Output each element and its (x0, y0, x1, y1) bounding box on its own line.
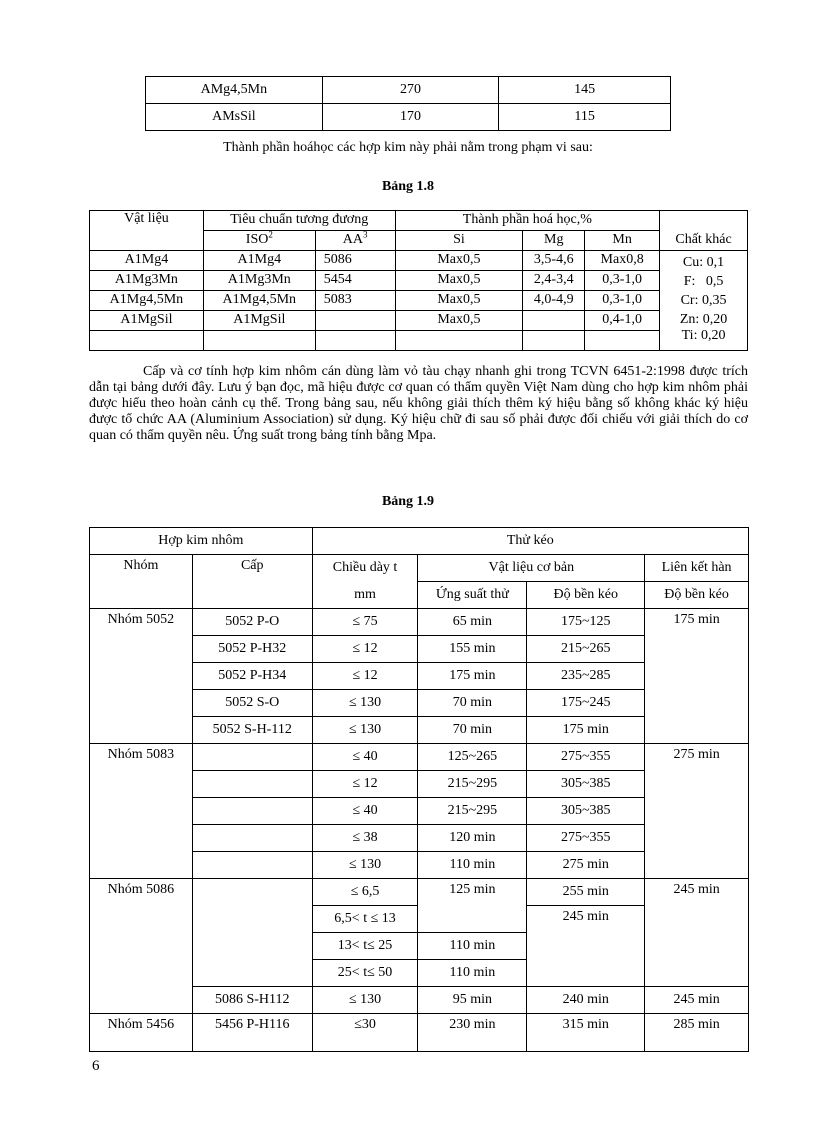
header-group: Nhóm (90, 555, 193, 609)
table-cell: 255 min (527, 879, 645, 906)
table-cell: A1Mg3Mn (90, 271, 204, 291)
body-paragraph: Cấp và cơ tính hợp kim nhôm cán dùng làm vỏ tàu chạy nhanh ghi trong TCVN 6451-2:1998 được trích dẫn tại bảng dưới đây. Lưu ý bạn đọc, mã hiệu được cơ quan có thẩm quyền Việt Nam dùng cho hợp kim nhôm phải được hiểu theo hoàn cảnh cụ thể. Trong bảng sau, nếu không giải thích thêm ký hiệu bằng số không khác ký hiệu được tổ chức AA (Aluminium Association) sử dụng. Ký hiệu chữ đi sau số phải được đối chiếu với giải thích do cơ quan có thẩm quyền nêu. Ứng suất trong bảng tính bằng Mpa. (89, 364, 748, 443)
table-cell: 275 min (527, 852, 645, 879)
other-zn: Zn: 0,20 (679, 312, 728, 327)
group-5456: Nhóm 5456 (90, 1014, 193, 1052)
table-cell (203, 331, 315, 351)
table-cell: 175~125 (527, 609, 645, 636)
table-cell: 95 min (418, 987, 527, 1014)
table-cell: 5052 P-H32 (192, 636, 312, 663)
header-weld-tensile-strength: Độ bền kéo (645, 582, 749, 609)
table-row (90, 744, 749, 771)
table-cell: 5052 P-O (192, 609, 312, 636)
table-cell: 5454 (315, 271, 395, 291)
table-cell: Max0,5 (395, 271, 523, 291)
table-cell: 245 min (527, 906, 645, 987)
header-proof-stress: Ứng suất thử (418, 582, 527, 609)
table-cell: 215~295 (418, 771, 527, 798)
header-thickness: Chiều dày t (312, 555, 418, 582)
table-cell: ≤ 130 (312, 717, 418, 744)
table-cell (395, 331, 523, 351)
table-cell: 5086 (315, 251, 395, 271)
header-grade: Cấp (192, 555, 312, 609)
table-cell (192, 825, 312, 852)
table-cell: 115 (499, 104, 671, 131)
table-cell: 4,0-4,9 (523, 291, 585, 311)
table-cell: 285 min (645, 1014, 749, 1052)
table-header-row (90, 555, 749, 582)
table-1-9-caption: Bảng 1.9 (381, 494, 435, 509)
header-base-material: Vật liệu cơ bản (418, 555, 645, 582)
table-cell: ≤ 12 (312, 636, 418, 663)
table-cell: 5052 S-H-112 (192, 717, 312, 744)
table-cell: A1Mg4 (90, 251, 204, 271)
table-cell: A1MgSil (203, 311, 315, 331)
table-1-8-caption: Bảng 1.8 (381, 179, 435, 194)
table-cell: ≤ 12 (312, 771, 418, 798)
table-cell: A1MgSil (90, 311, 204, 331)
table-1-7-continuation (145, 76, 671, 131)
header-composition: Thành phần hoá học,% (395, 211, 660, 231)
table-cell (90, 331, 204, 351)
table-cell: 13< t≤ 25 (312, 933, 418, 960)
table-cell: 3,5-4,6 (523, 251, 585, 271)
table-cell: 175~245 (527, 690, 645, 717)
header-weld: Liên kết hàn (645, 555, 749, 582)
table-cell (192, 879, 312, 987)
table-cell: 170 (322, 104, 499, 131)
table-cell: AMg4,5Mn (146, 77, 323, 104)
weld-5083: 275 min (645, 744, 749, 879)
other-cr: Cr: 0,35 (680, 293, 727, 308)
table-cell (315, 311, 395, 331)
header-si: Si (395, 231, 523, 251)
table-cell (523, 331, 585, 351)
table-cell: 315 min (527, 1014, 645, 1052)
table-cell: ≤ 130 (312, 852, 418, 879)
other-f: F: 0,5 (683, 274, 724, 289)
table-cell: ≤ 130 (312, 987, 418, 1014)
table-cell: ≤ 40 (312, 744, 418, 771)
table-1-8 (89, 210, 748, 351)
table-cell: 175 min (418, 663, 527, 690)
table-cell: 275~355 (527, 825, 645, 852)
table-cell: 70 min (418, 717, 527, 744)
table-cell: Max0,5 (395, 291, 523, 311)
table-header-row (90, 211, 748, 231)
table-cell: ≤ 38 (312, 825, 418, 852)
table-cell: Max0,8 (585, 251, 660, 271)
table-cell: 245 min (645, 987, 749, 1014)
table-cell: 305~385 (527, 798, 645, 825)
other-elements-cell (660, 251, 748, 351)
page-number: 6 (92, 1058, 100, 1074)
header-mm: mm (312, 582, 418, 609)
table-row (90, 291, 748, 311)
table-cell: 110 min (418, 852, 527, 879)
other-ti: Ti: 0,20 (681, 328, 726, 343)
table-cell: Max0,5 (395, 251, 523, 271)
table-cell: ≤30 (312, 1014, 418, 1052)
table-cell: A1Mg4 (203, 251, 315, 271)
table-cell: 275~355 (527, 744, 645, 771)
header-empty (660, 211, 748, 231)
header-iso: ISO$^2$ (203, 231, 315, 251)
table-cell: 5086 S-H112 (192, 987, 312, 1014)
table-header-row (90, 528, 749, 555)
table-cell: A1Mg4,5Mn (203, 291, 315, 311)
table-cell: AMsSil (146, 104, 323, 131)
table-cell: 0,3-1,0 (585, 291, 660, 311)
table-cell: 125 min (418, 879, 527, 933)
other-cu: Cu: 0,1 (682, 255, 725, 270)
table-cell: 6,5< t ≤ 13 (312, 906, 418, 933)
table-cell: 65 min (418, 609, 527, 636)
table-cell: ≤ 6,5 (312, 879, 418, 906)
table-cell: ≤ 40 (312, 798, 418, 825)
table-cell: 25< t≤ 50 (312, 960, 418, 987)
table-row (90, 311, 748, 331)
table-row (146, 104, 671, 131)
table-cell: 120 min (418, 825, 527, 852)
table-cell: 240 min (527, 987, 645, 1014)
table-row (90, 271, 748, 291)
header-material: Vật liệu (90, 211, 204, 251)
group-5052: Nhóm 5052 (90, 609, 193, 744)
table-cell: A1Mg3Mn (203, 271, 315, 291)
table-cell: 5052 S-O (192, 690, 312, 717)
header-tensile-strength: Độ bền kéo (527, 582, 645, 609)
table-cell: 235~285 (527, 663, 645, 690)
table-cell: ≤ 130 (312, 690, 418, 717)
header-tensile-test: Thử kéo (312, 528, 748, 555)
table-cell: 270 (322, 77, 499, 104)
table-cell (192, 744, 312, 771)
table-cell: 0,3-1,0 (585, 271, 660, 291)
table-cell: 305~385 (527, 771, 645, 798)
header-mg: Mg (523, 231, 585, 251)
table-cell: 230 min (418, 1014, 527, 1052)
table-cell: ≤ 75 (312, 609, 418, 636)
table-cell: 70 min (418, 690, 527, 717)
table-cell: A1Mg4,5Mn (90, 291, 204, 311)
table-cell (192, 798, 312, 825)
group-5083: Nhóm 5083 (90, 744, 193, 879)
table-row (90, 1014, 749, 1052)
table-cell: 110 min (418, 960, 527, 987)
table-row (90, 609, 749, 636)
table-cell (192, 771, 312, 798)
header-standard: Tiêu chuẩn tương đương (203, 211, 395, 231)
header-other: Chất khác (660, 231, 748, 251)
weld-5086: 245 min (645, 879, 749, 987)
table-row (146, 77, 671, 104)
table-cell: 125~265 (418, 744, 527, 771)
header-aa: $AA^3$ (315, 231, 395, 251)
table-cell: ≤ 12 (312, 663, 418, 690)
weld-5052: 175 min (645, 609, 749, 744)
table-cell: 0,4-1,0 (585, 311, 660, 331)
table-cell (585, 331, 660, 351)
header-mn: Mn (585, 231, 660, 251)
table-row (90, 879, 749, 906)
table-cell: 175 min (527, 717, 645, 744)
header-alloy: Hợp kim nhôm (90, 528, 313, 555)
table-cell: 5083 (315, 291, 395, 311)
table-1-9 (89, 527, 749, 1052)
group-5086: Nhóm 5086 (90, 879, 193, 1014)
table-cell: 155 min (418, 636, 527, 663)
table-row (90, 331, 748, 351)
intro-text: Thành phần hoáhọc các hợp kim này phải nằm trong phạm vi sau: (223, 140, 593, 155)
table-cell: 215~265 (527, 636, 645, 663)
table-cell (523, 311, 585, 331)
table-cell: 215~295 (418, 798, 527, 825)
table-cell: 5456 P-H116 (192, 1014, 312, 1052)
table-cell (315, 331, 395, 351)
table-cell: 5052 P-H34 (192, 663, 312, 690)
table-cell: 110 min (418, 933, 527, 960)
table-row (90, 251, 748, 271)
table-cell: 2,4-3,4 (523, 271, 585, 291)
table-cell: 145 (499, 77, 671, 104)
table-cell: Max0,5 (395, 311, 523, 331)
table-cell (192, 852, 312, 879)
